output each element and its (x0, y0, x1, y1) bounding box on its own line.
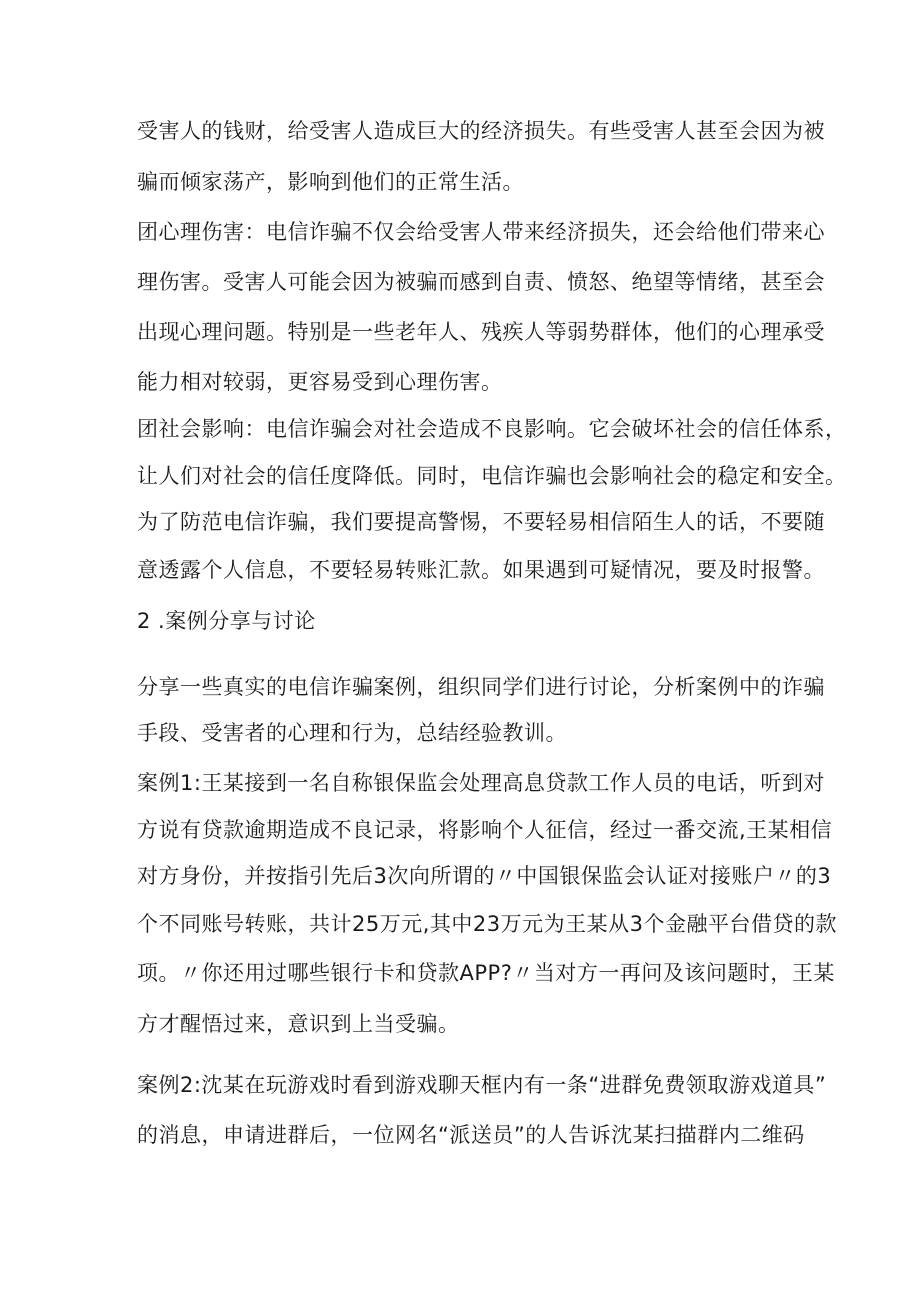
section-heading: 2 .案例分享与讨论 (137, 609, 316, 633)
text-line: 团社会影响：电信诈骗会对社会造成不良影响。它会破坏社会的信任体系， (137, 417, 847, 441)
text-line: 个不同账号转账，共计25万元,其中23万元为王某从3个金融平台借贷的款 (137, 912, 837, 936)
text-line: 对方身份，并按指引先后3次向所谓的〃中国银保监会认证对接账户〃的3 (137, 864, 832, 888)
text-line: 为了防范电信诈骗，我们要提高警惕，不要轻易相信陌生人的话，不要随 (137, 510, 825, 534)
text-line: 项。〃你还用过哪些银行卡和贷款APP?〃当对方一再问及该问题时，王某 (137, 961, 835, 985)
text-line: 分享一些真实的电信诈骗案例，组织同学们进行讨论，分析案例中的诈骗 (137, 675, 825, 699)
text-line: 手段、受害者的心理和行为，总结经验教训。 (137, 721, 567, 745)
text-line: 让人们对社会的信任度降低。同时，电信诈骗也会影响社会的稳定和安全。 (137, 464, 847, 488)
text-line: 方说有贷款逾期造成不良记录，将影响个人征信，经过一番交流,王某相信 (137, 818, 833, 842)
text-line: 的消息，申请进群后，一位网名“派送员”的人告诉沈某扫描群内二维码 (137, 1123, 805, 1147)
text-line: 能力相对较弱，更容易受到心理伤害。 (137, 370, 503, 394)
text-line: 理伤害。受害人可能会因为被骗而感到自责、愤怒、绝望等情绪，甚至会 (137, 270, 825, 294)
text-line: 意透露个人信息，不要轻易转账汇款。如果遇到可疑情况，要及时报警。 (137, 558, 825, 582)
text-line: 受害人的钱财，给受害人造成巨大的经济损失。有些受害人甚至会因为被 (137, 119, 825, 143)
text-line: 团心理伤害：电信诈骗不仅会给受害人带来经济损失，还会给他们带来心 (137, 220, 825, 244)
text-line: 案例1:王某接到一名自称银保监会处理高息贷款工作人员的电话，听到对 (137, 771, 825, 795)
text-line: 骗而倾家荡产，影响到他们的正常生活。 (137, 170, 524, 194)
text-line: 出现心理问题。特别是一些老年人、残疾人等弱势群体，他们的心理承受 (137, 320, 825, 344)
text-line: 方才醒悟过来，意识到上当受骗。 (137, 1012, 460, 1036)
text-line: 案例2:沈某在玩游戏时看到游戏聊天框内有一条“进群免费领取游戏道具” (137, 1073, 827, 1097)
